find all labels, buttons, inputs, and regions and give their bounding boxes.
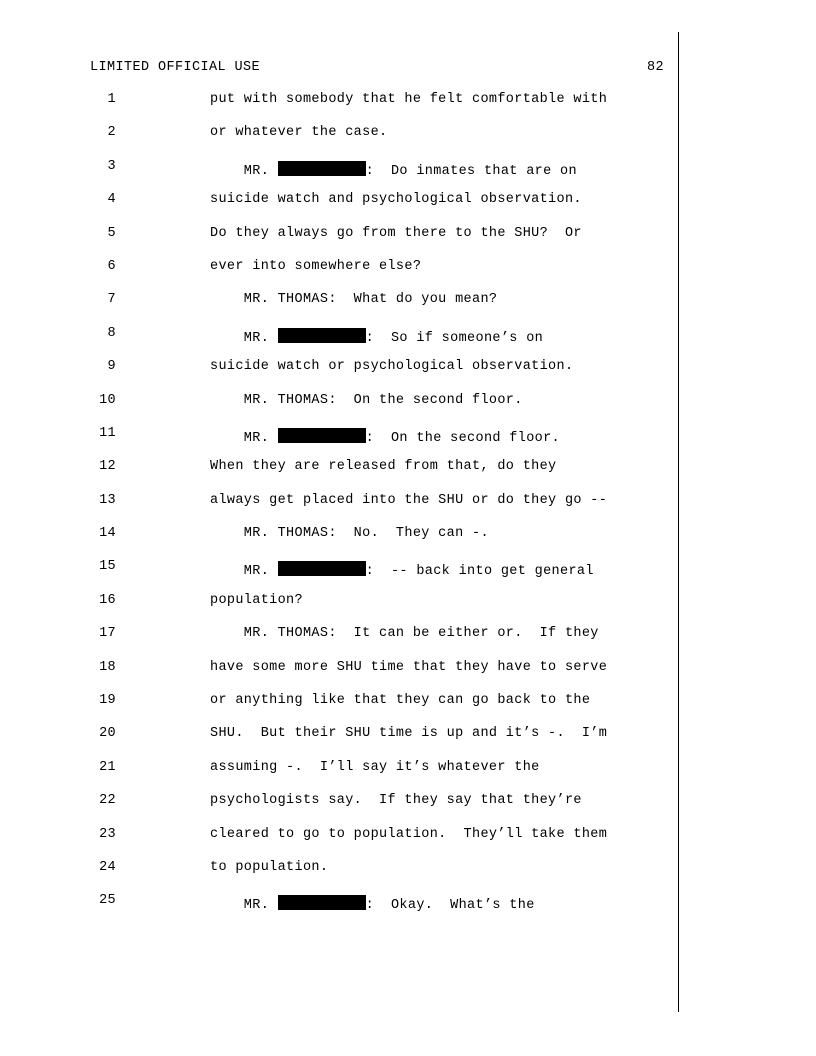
transcript-line [90, 793, 678, 826]
transcript-line [90, 459, 678, 492]
transcript-line [90, 92, 678, 125]
page-number: 82 [646, 60, 664, 75]
line-text: Do they always go from there to the SHU? Or [210, 225, 582, 241]
transcript-line [90, 893, 678, 926]
line-text: suicide watch or psychological observation. [210, 359, 574, 375]
line-number: 20 [99, 726, 116, 742]
line-text: MR. THOMAS: No. They can -. [210, 526, 489, 542]
line-text: always get placed into the SHU or do they go -- [210, 492, 608, 508]
line-number: 17 [99, 626, 116, 642]
line-text: suicide watch and psychological observation. [210, 192, 582, 208]
line-number: 18 [99, 659, 116, 675]
line-number: 14 [99, 526, 116, 542]
line-number: 1 [107, 92, 116, 107]
margin-rule [678, 32, 679, 1012]
line-text: have some more SHU time that they have to serve [210, 659, 608, 675]
line-text: or anything like that they can go back to the [210, 693, 591, 709]
line-number: 25 [99, 893, 116, 909]
transcript-line [90, 860, 678, 893]
page-header [90, 60, 670, 80]
transcript-line [90, 125, 678, 158]
redaction-block [278, 428, 366, 443]
transcript-line [90, 359, 678, 392]
line-text: SHU. But their SHU time is up and it’s -. I’m [210, 726, 608, 742]
transcript-line [90, 393, 678, 426]
line-text: cleared to go to population. They’ll take them [210, 826, 608, 842]
line-number: 4 [107, 192, 116, 208]
redaction-block [278, 161, 366, 176]
line-number: 2 [107, 125, 116, 141]
line-text: or whatever the case. [210, 125, 388, 141]
transcript-line [90, 726, 678, 759]
line-number: 15 [99, 559, 116, 575]
transcript-line [90, 159, 678, 192]
line-text: MR. : So if someone’s on [210, 326, 543, 346]
transcript-line [90, 493, 678, 526]
line-number: 8 [107, 325, 116, 341]
transcript-line [90, 693, 678, 726]
transcript-line [90, 226, 678, 259]
transcript-line [90, 192, 678, 225]
transcript-line [90, 426, 678, 459]
line-number: 6 [107, 258, 116, 274]
line-text: MR. : Okay. What’s the [210, 893, 535, 913]
line-text: MR. : -- back into get general [210, 559, 594, 579]
line-number: 19 [99, 693, 116, 709]
line-number: 23 [99, 826, 116, 842]
line-text: psychologists say. If they say that they’re [210, 793, 582, 809]
line-text: put with somebody that he felt comfortable with [210, 92, 608, 107]
transcript-line [90, 626, 678, 659]
transcript-line [90, 827, 678, 860]
line-number: 3 [107, 158, 116, 174]
line-number: 24 [99, 859, 116, 875]
transcript-line [90, 559, 678, 592]
line-number: 13 [99, 492, 116, 508]
classification-label: LIMITED OFFICIAL USE [90, 60, 261, 75]
transcript-line [90, 326, 678, 359]
line-text: to population. [210, 859, 329, 875]
line-number: 9 [107, 359, 116, 375]
transcript-line [90, 760, 678, 793]
line-text: assuming -. I’ll say it’s whatever the [210, 759, 540, 775]
redaction-block [278, 561, 366, 576]
redaction-block [278, 895, 366, 910]
line-text: MR. THOMAS: On the second floor. [210, 392, 523, 408]
line-number: 10 [99, 392, 116, 408]
transcript-body [90, 92, 678, 927]
line-text: population? [210, 592, 303, 608]
line-number: 22 [99, 793, 116, 809]
line-number: 12 [99, 459, 116, 475]
redaction-block [278, 328, 366, 343]
transcript-line [90, 660, 678, 693]
line-number: 21 [99, 759, 116, 775]
line-number: 7 [107, 292, 116, 308]
line-number: 16 [99, 592, 116, 608]
line-text: MR. THOMAS: It can be either or. If they [210, 626, 599, 642]
line-text: When they are released from that, do they [210, 459, 557, 475]
transcript-line [90, 292, 678, 325]
transcript-line [90, 593, 678, 626]
transcript-line [90, 526, 678, 559]
line-text: MR. : On the second floor. [210, 426, 560, 446]
line-number: 5 [107, 225, 116, 241]
transcript-line [90, 259, 678, 292]
line-number: 11 [99, 425, 116, 441]
line-text: ever into somewhere else? [210, 258, 422, 274]
line-text: MR. THOMAS: What do you mean? [210, 292, 498, 308]
line-text: MR. : Do inmates that are on [210, 159, 577, 179]
